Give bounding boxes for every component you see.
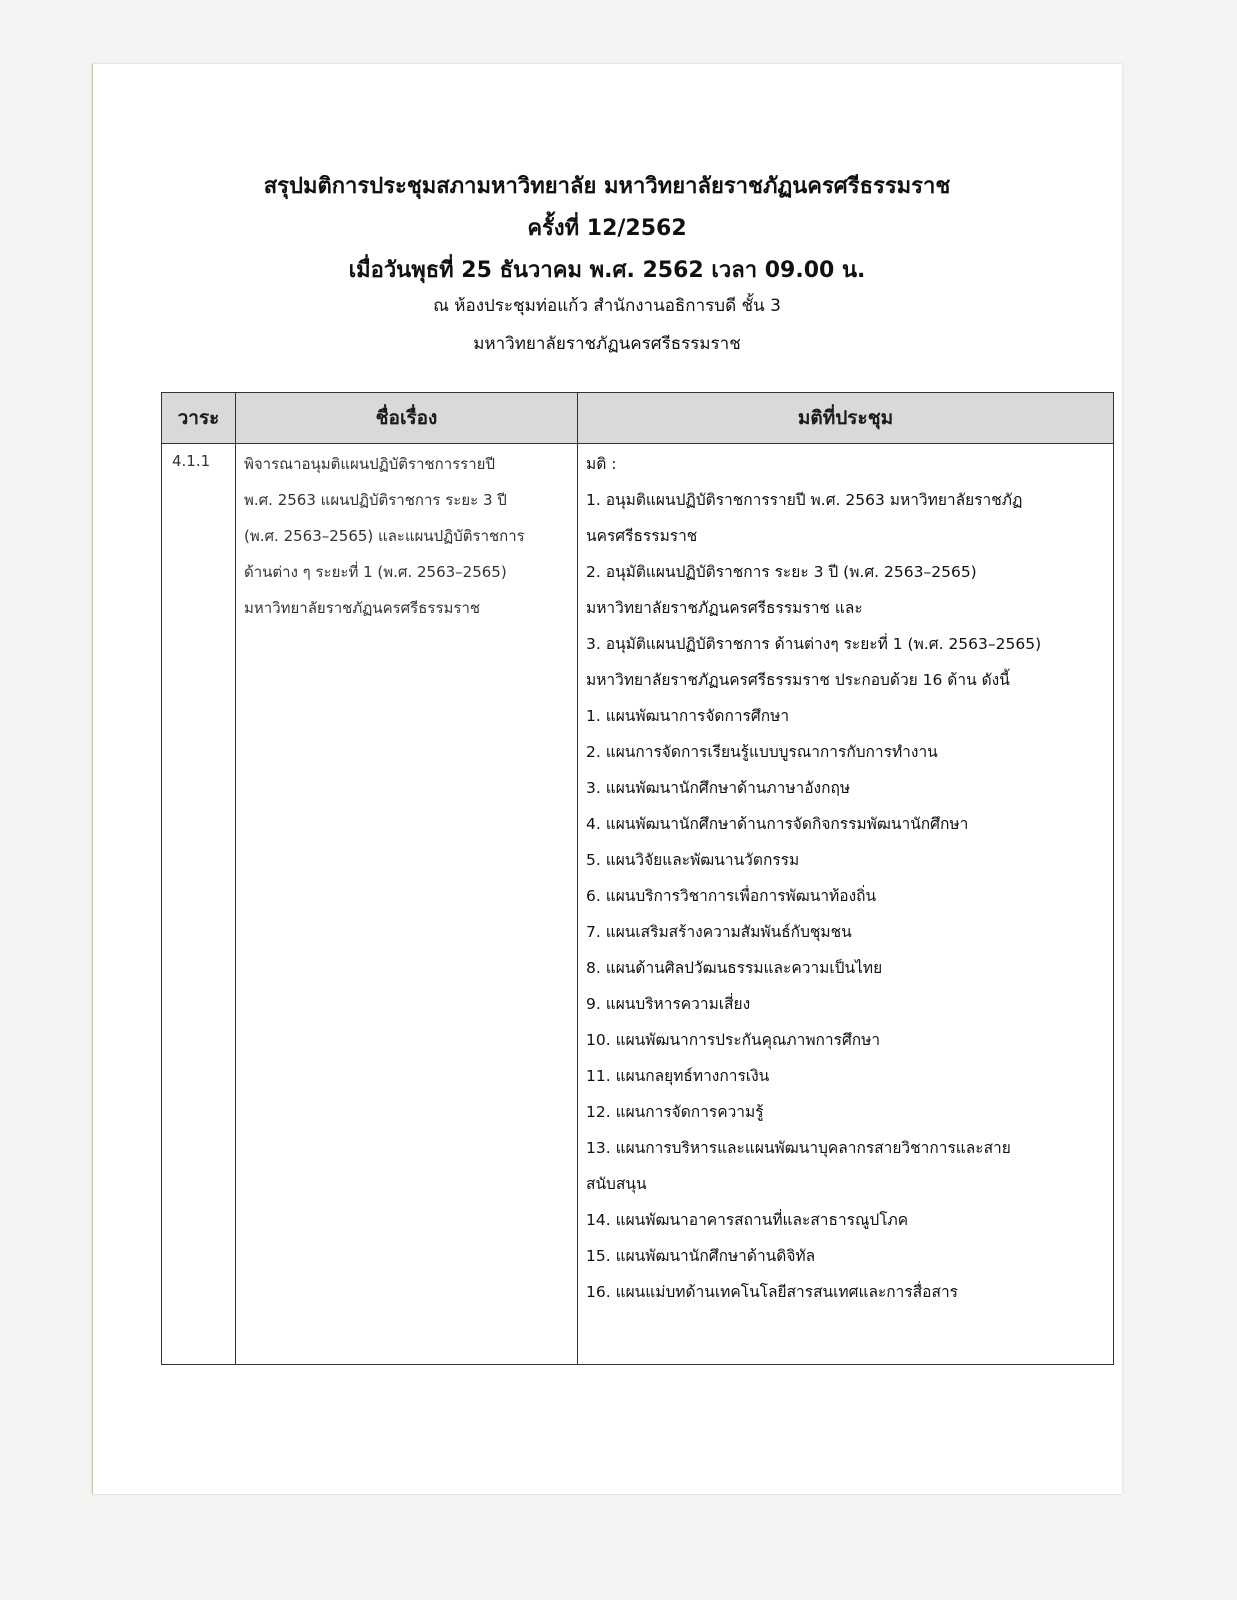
resolution-line: 9. แผนบริหารความเสี่ยง (586, 995, 751, 1013)
subject-line: พ.ศ. 2563 แผนปฏิบัติราชการ ระยะ 3 ปี (244, 491, 507, 509)
resolution-line: 14. แผนพัฒนาอาคารสถานที่และสาธารณูปโภค (586, 1211, 909, 1229)
resolution-line: 5. แผนวิจัยและพัฒนานวัตกรรม (586, 851, 800, 869)
meeting-number: ครั้งที่ 12/2562 (527, 216, 687, 241)
subject-cell (236, 444, 578, 1365)
subject-line: มหาวิทยาลัยราชภัฏนครศรีธรรมราช (244, 599, 481, 617)
resolution-line: มติ : (586, 455, 617, 473)
resolution-line: 13. แผนการบริหารและแผนพัฒนาบุคลากรสายวิชาการและสาย (586, 1139, 1011, 1157)
subject-line: พิจารณาอนุมติแผนปฏิบัติราชการรายปี (244, 455, 495, 473)
resolution-line: 2. แผนการจัดการเรียนรู้แบบบูรณาการกับการทำงาน (586, 743, 938, 761)
resolution-line: 16. แผนแม่บทด้านเทคโนโลยีสารสนเทศและการสื่อสาร (586, 1283, 958, 1301)
resolution-line: นครศรีธรรมราช (586, 527, 698, 545)
subject-line: ด้านต่าง ๆ ระยะที่ 1 (พ.ศ. 2563–2565) (244, 563, 507, 581)
column-header-agenda: วาระ (162, 393, 236, 444)
resolution-line: 15. แผนพัฒนานักศึกษาด้านดิจิทัล (586, 1247, 816, 1265)
meeting-location: ณ ห้องประชุมท่อแก้ว สำนักงานอธิการบดี ชั้น 3 (433, 296, 781, 316)
resolution-line: มหาวิทยาลัยราชภัฏนครศรีธรรมราช ประกอบด้วย 16 ด้าน ดังนี้ (586, 671, 1010, 689)
column-header-subject: ชื่อเรื่อง (236, 393, 578, 444)
resolution-line: 2. อนุมัติแผนปฏิบัติราชการ ระยะ 3 ปี (พ.ศ. 2563–2565) (586, 563, 977, 581)
agenda-cell (162, 444, 236, 1365)
resolution-line: สนับสนุน (586, 1175, 647, 1193)
minutes-table (161, 392, 1114, 1365)
subject-text (244, 446, 569, 626)
agenda-number: 4.1.1 (172, 452, 211, 470)
meeting-date: เมื่อวันพุธที่ 25 ธันวาคม พ.ศ. 2562 เวลา 09.00 น. (348, 258, 866, 283)
resolution-line: 10. แผนพัฒนาการประกันคุณภาพการศึกษา (586, 1031, 881, 1049)
resolution-line: 3. แผนพัฒนานักศึกษาด้านภาษาอังกฤษ (586, 779, 851, 797)
subject-line: (พ.ศ. 2563–2565) และแผนปฏิบัติราชการ (244, 527, 525, 545)
resolution-line: 3. อนุมัติแผนปฏิบัติราชการ ด้านต่างๆ ระยะที่ 1 (พ.ศ. 2563–2565) (586, 635, 1042, 653)
resolution-line: 1. แผนพัฒนาการจัดการศึกษา (586, 707, 790, 725)
resolution-cell (578, 444, 1114, 1365)
university-name: มหาวิทยาลัยราชภัฏนครศรีธรรมราช (473, 334, 741, 354)
resolution-line: 11. แผนกลยุทธ์ทางการเงิน (586, 1067, 770, 1085)
resolution-line: มหาวิทยาลัยราชภัฏนครศรีธรรมราช และ (586, 599, 863, 617)
table-header-row (162, 393, 1114, 444)
resolution-list (586, 446, 1105, 1310)
column-header-resolution: มติที่ประชุม (578, 393, 1114, 444)
resolution-line: 4. แผนพัฒนานักศึกษาด้านการจัดกิจกรรมพัฒนานักศึกษา (586, 815, 969, 833)
resolution-line: 8. แผนด้านศิลปวัฒนธรรมและความเป็นไทย (586, 959, 883, 977)
table-row (162, 444, 1114, 1365)
document-title: สรุปมติการประชุมสภามหาวิทยาลัย มหาวิทยาลัยราชภัฏนครศรีธรรมราช (263, 174, 951, 199)
resolution-line: 6. แผนบริการวิชาการเพื่อการพัฒนาท้องถิ่น (586, 887, 877, 905)
resolution-line: 12. แผนการจัดการความรู้ (586, 1103, 764, 1121)
resolution-line: 7. แผนเสริมสร้างความสัมพันธ์กับชุมชน (586, 923, 852, 941)
resolution-line: 1. อนุมติแผนปฏิบัติราชการรายปี พ.ศ. 2563 มหาวิทยาลัยราชภัฏ (586, 491, 1023, 509)
